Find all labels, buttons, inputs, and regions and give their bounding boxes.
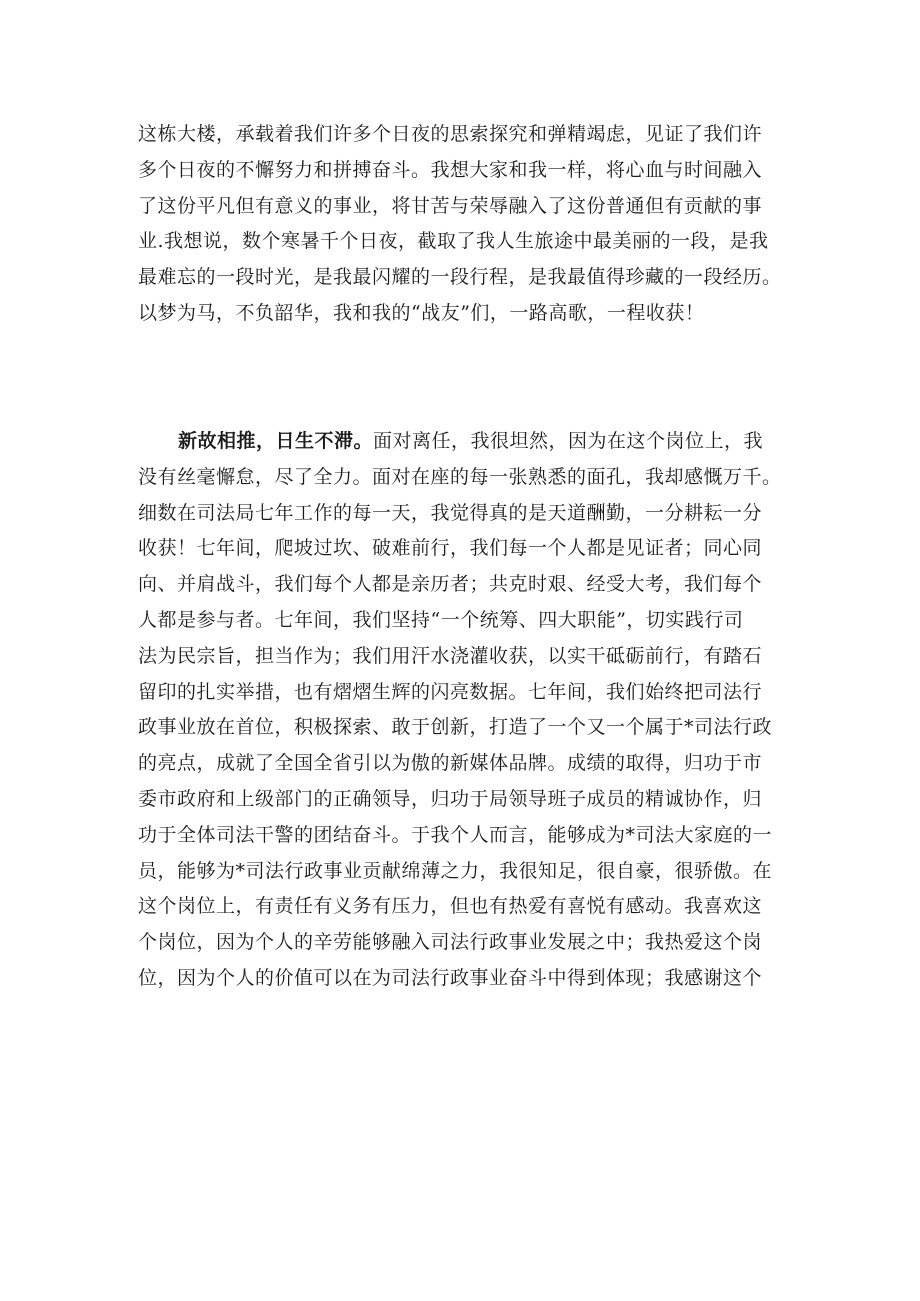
paragraph-line: 业.我想说，数个寒暑千个日夜，截取了我人生旅途中最美丽的一段，是我 [138, 230, 769, 253]
paragraph-line: 没有丝毫懈怠，尽了全力。面对在座的每一张熟悉的面孔，我却感慨万千。 [138, 465, 782, 488]
paragraph-line: 法为民宗旨，担当作为；我们用汗水浇灌收获，以实干砥砺前行，有踏石 [138, 644, 763, 667]
paragraph-line: 收获！七年间，爬坡过坎、破难前行，我们每一个人都是见证者；同心同 [138, 537, 763, 560]
paragraph-line: 员，能够为*司法行政事业贡献绵薄之力，我很知足，很自豪，很骄傲。在 [138, 859, 773, 882]
paragraph-2 [138, 424, 798, 997]
paragraph-1 [138, 117, 798, 332]
paragraph-line: 多个日夜的不懈努力和拼搏奋斗。我想大家和我一样，将心血与时间融入 [138, 158, 763, 181]
paragraph-line: 的亮点，成就了全国全省引以为傲的新媒体品牌。成绩的取得，归功于市 [138, 752, 763, 775]
paragraph-line: 以梦为马，不负韶华，我和我的“战友”们，一路高歌，一程收获！ [138, 301, 705, 324]
paragraph-line: 功于全体司法干警的团结奋斗。于我个人而言，能够成为*司法大家庭的一 [138, 823, 773, 846]
paragraph-line: 留印的扎实举措，也有熠熠生辉的闪亮数据。七年间，我们始终把司法行 [138, 680, 763, 703]
paragraph-first-line [138, 424, 798, 460]
paragraph-line: 这栋大楼，承载着我们许多个日夜的思索探究和弹精竭虑，见证了我们许 [138, 123, 763, 145]
paragraph-line: 向、并肩战斗，我们每个人都是亲历者；共克时艰、经受大考，我们每个 [138, 573, 763, 596]
paragraph-line: 个岗位，因为个人的辛劳能够融入司法行政事业发展之中；我热爱这个岗 [138, 931, 763, 954]
paragraph-line: 位，因为个人的价值可以在为司法行政事业奋斗中得到体现；我感谢这个 [138, 966, 763, 989]
paragraph-line: 最难忘的一段时光，是我最闪耀的一段行程，是我最值得珍藏的一段经历。 [138, 266, 782, 289]
paragraph-line: 政事业放在首位，积极探索、敢于创新，打造了一个又一个属于*司法行政 [138, 716, 773, 739]
paragraph-line: 人都是参与者。七年间，我们坚持“一个统筹、四大职能”，切实践行司 [138, 608, 744, 631]
paragraph-line: 了这份平凡但有意义的事业，将甘苦与荣辱融入了这份普通但有贡献的事 [138, 194, 763, 217]
paragraph-line: 细数在司法局七年工作的每一天，我觉得真的是天道酬勤，一分耕耘一分 [138, 501, 763, 524]
paragraph-line: 这个岗位上，有责任有义务有压力，但也有热爱有喜悦有感动。我喜欢这 [138, 895, 763, 918]
paragraph-lead-heading: 新故相推，日生不滞。 [178, 430, 374, 452]
paragraph-line: 委市政府和上级部门的正确领导，归功于局领导班子成员的精诚协作，归 [138, 787, 763, 810]
paragraph-first-line-text: 面对离任，我很坦然，因为在这个岗位上，我 [373, 430, 764, 452]
